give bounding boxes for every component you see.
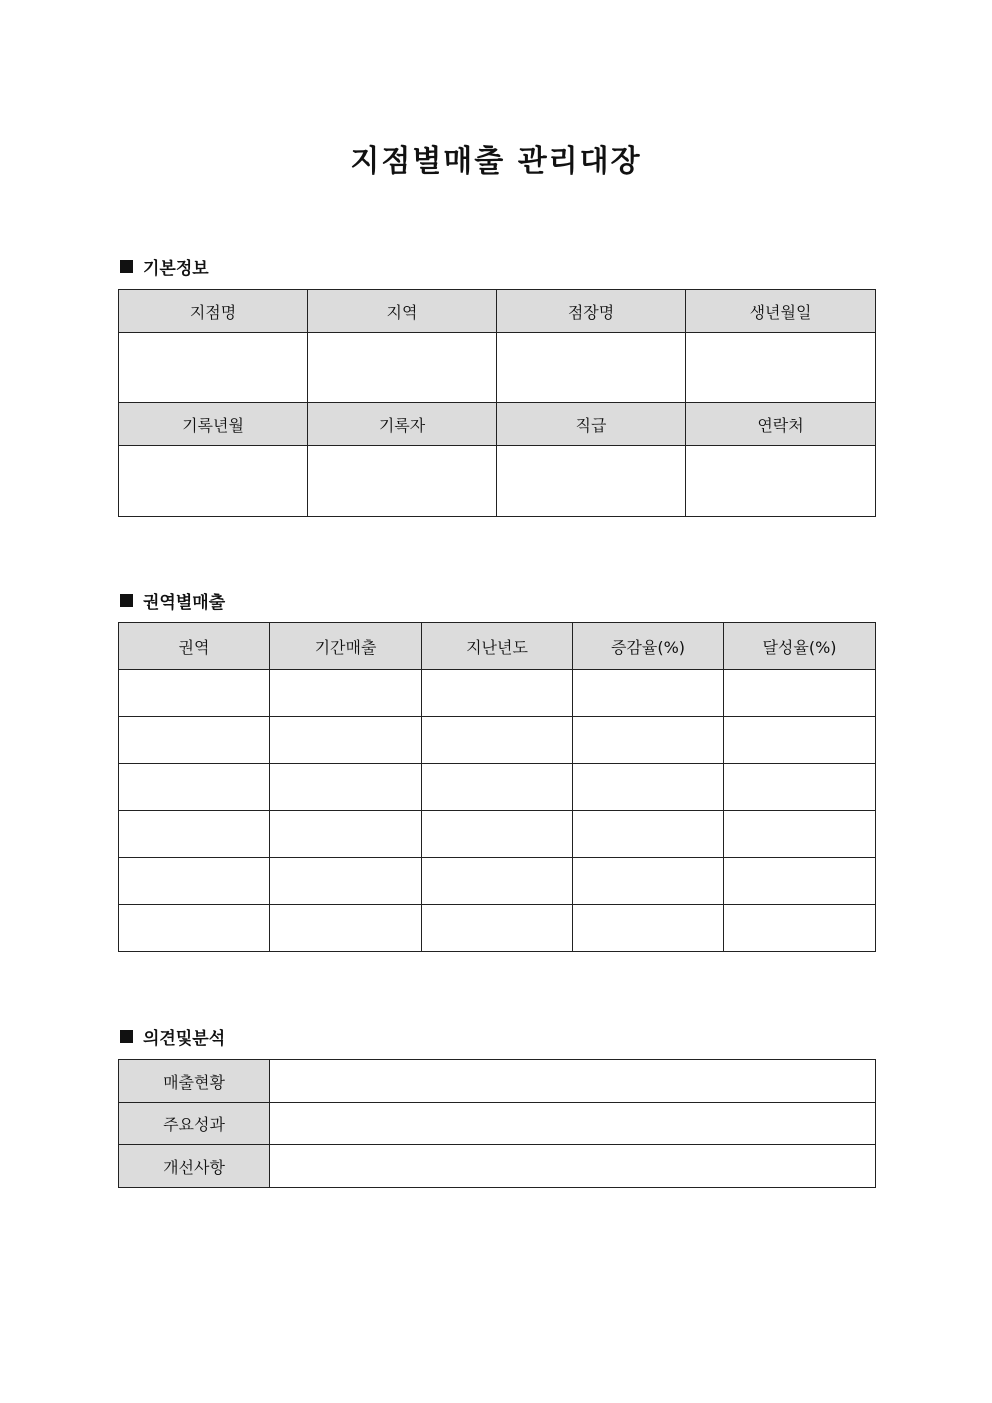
- sales-status-field[interactable]: [270, 1060, 876, 1103]
- table-row: [119, 764, 876, 811]
- header-cell-record-month: 기록년월: [119, 403, 308, 446]
- table-cell[interactable]: [270, 764, 422, 811]
- table-row: [119, 811, 876, 858]
- basic-info-table: [118, 289, 876, 517]
- table-row: [119, 1103, 876, 1145]
- table-cell[interactable]: [573, 858, 724, 905]
- table-cell[interactable]: [573, 717, 724, 764]
- table-cell[interactable]: [422, 858, 573, 905]
- table-cell[interactable]: [724, 858, 876, 905]
- table-cell[interactable]: [422, 905, 573, 952]
- header-cell-manager-name: 점장명: [497, 290, 686, 333]
- table-cell[interactable]: [724, 670, 876, 717]
- label-cell-improvements: 개선사항: [119, 1145, 270, 1188]
- header-cell-period-sales: 기간매출: [270, 623, 422, 670]
- square-bullet-icon: [120, 594, 133, 607]
- table-cell[interactable]: [724, 764, 876, 811]
- table-cell[interactable]: [270, 858, 422, 905]
- label-cell-sales-status: 매출현황: [119, 1060, 270, 1103]
- table-cell[interactable]: [119, 905, 270, 952]
- section-title: 권역별매출: [143, 593, 226, 613]
- manager-name-field[interactable]: [497, 333, 686, 403]
- table-cell[interactable]: [422, 717, 573, 764]
- table-cell[interactable]: [119, 811, 270, 858]
- table-cell[interactable]: [119, 670, 270, 717]
- label-cell-key-results: 주요성과: [119, 1103, 270, 1145]
- header-cell-last-year: 지난년도: [422, 623, 573, 670]
- table-cell[interactable]: [724, 717, 876, 764]
- contact-field[interactable]: [686, 446, 876, 517]
- section-title: 의견및분석: [143, 1029, 226, 1049]
- table-cell[interactable]: [573, 905, 724, 952]
- table-row: [119, 717, 876, 764]
- table-cell[interactable]: [573, 764, 724, 811]
- section-heading-regional-sales: [118, 588, 225, 613]
- header-cell-recorder: 기록자: [308, 403, 497, 446]
- header-row: [119, 403, 876, 446]
- table-cell[interactable]: [119, 858, 270, 905]
- header-cell-branch-name: 지점명: [119, 290, 308, 333]
- birth-date-field[interactable]: [686, 333, 876, 403]
- table-cell[interactable]: [270, 670, 422, 717]
- section-title: 기본정보: [143, 259, 209, 279]
- opinion-analysis-table: [118, 1059, 876, 1188]
- recorder-field[interactable]: [308, 446, 497, 517]
- header-cell-region: 지역: [308, 290, 497, 333]
- key-results-field[interactable]: [270, 1103, 876, 1145]
- header-row: [119, 290, 876, 333]
- table-cell[interactable]: [270, 811, 422, 858]
- table-cell[interactable]: [422, 670, 573, 717]
- header-cell-contact: 연락처: [686, 403, 876, 446]
- table-row: [119, 670, 876, 717]
- header-row: [119, 623, 876, 670]
- value-row: [119, 446, 876, 517]
- position-field[interactable]: [497, 446, 686, 517]
- branch-name-field[interactable]: [119, 333, 308, 403]
- header-cell-birth-date: 생년월일: [686, 290, 876, 333]
- region-field[interactable]: [308, 333, 497, 403]
- table-cell[interactable]: [573, 670, 724, 717]
- table-cell[interactable]: [119, 717, 270, 764]
- table-cell[interactable]: [270, 717, 422, 764]
- table-row: [119, 1145, 876, 1188]
- table-cell[interactable]: [573, 811, 724, 858]
- header-cell-achievement-rate: 달성율(%): [724, 623, 876, 670]
- header-cell-region: 권역: [119, 623, 270, 670]
- table-cell[interactable]: [270, 905, 422, 952]
- table-cell[interactable]: [422, 764, 573, 811]
- table-row: [119, 905, 876, 952]
- record-month-field[interactable]: [119, 446, 308, 517]
- table-row: [119, 1060, 876, 1103]
- table-cell[interactable]: [119, 764, 270, 811]
- page-title: 지점별매출 관리대장: [350, 144, 642, 179]
- table-cell[interactable]: [724, 905, 876, 952]
- square-bullet-icon: [120, 1030, 133, 1043]
- table-row: [119, 858, 876, 905]
- regional-sales-table: [118, 622, 876, 952]
- header-cell-position: 직급: [497, 403, 686, 446]
- section-heading-opinion-analysis: [118, 1024, 225, 1049]
- section-heading-basic-info: [118, 254, 209, 279]
- table-cell[interactable]: [724, 811, 876, 858]
- table-cell[interactable]: [422, 811, 573, 858]
- header-cell-change-rate: 증감율(%): [573, 623, 724, 670]
- value-row: [119, 333, 876, 403]
- square-bullet-icon: [120, 260, 133, 273]
- improvements-field[interactable]: [270, 1145, 876, 1188]
